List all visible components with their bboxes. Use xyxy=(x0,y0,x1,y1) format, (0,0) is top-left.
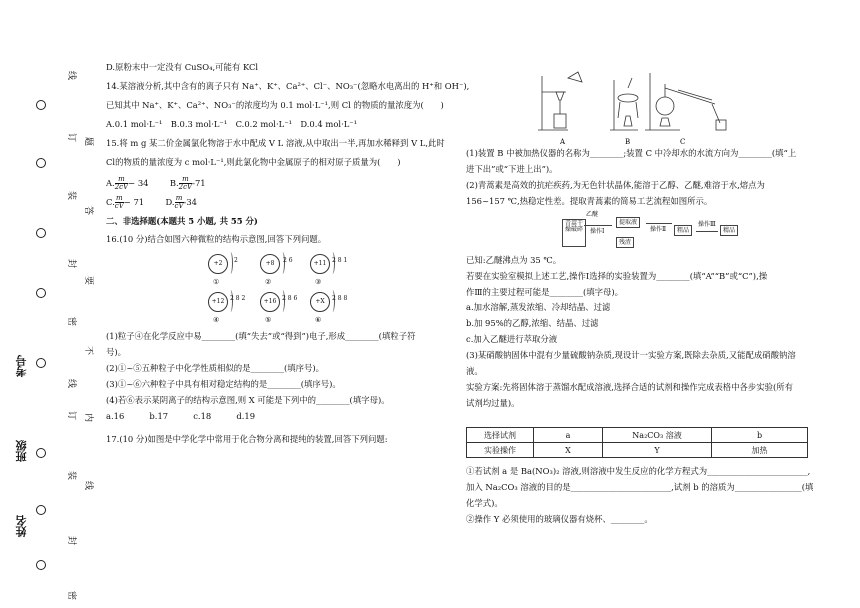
seal-char: 密 xyxy=(68,589,77,599)
flow-box-crude: 粗品 xyxy=(674,225,692,237)
binding-hole xyxy=(36,228,46,238)
binding-hole xyxy=(36,158,46,168)
apparatus-label: B xyxy=(625,138,631,146)
q15-stem-line2: Cl的物质的量浓度为 c mol·L⁻¹,则此氯化物中金属原子的相对原子质量为( ) xyxy=(106,156,401,167)
q15-options-cd: C. $\frac{m}{cV}$ − 71 D. $\frac{m}{cV}$ -34 xyxy=(106,193,198,210)
fraction: $\frac{m}{2cV}$ xyxy=(114,174,129,191)
q16-options: a.16 b.17 c.18 d.19 xyxy=(106,410,256,421)
flow-box-residue: 残渣 xyxy=(616,237,634,249)
q17-part2-line2: 156~157 ℃,热稳定性差。提取青蒿素的简易工艺流程如图所示。 xyxy=(466,195,713,206)
q16-part3: (3)①~⑥六种粒子中具有相对稳定结构的是________(填序号)。 xyxy=(106,379,341,390)
table-cell: X xyxy=(534,443,603,458)
exam-number-label: 考号 xyxy=(15,355,28,377)
q17-part3-line1: (3)某硝酸钠固体中混有少量硫酸钠杂质,现设计一实验方案,既除去杂质,又能配成硝酸钠溶 xyxy=(466,350,796,361)
q16-part1-line1: (1)粒子④在化学反应中易________(填“失去”或“得到”)电子,形成________(填粒子符 xyxy=(106,331,416,342)
flow-box-pure: 精品 xyxy=(720,225,738,237)
no-answer-char: 内 xyxy=(85,411,94,421)
atom-diagram: +12 2 8 2 ④ xyxy=(206,289,246,315)
table-row xyxy=(467,443,808,458)
q16-part1-line2: 号)。 xyxy=(106,347,127,358)
q17-part2-line1: (2)青蒿素是高效的抗疟疾药,为无色针状晶体,能溶于乙醇、乙醚,难溶于水,熔点为 xyxy=(466,179,765,190)
seal-char: 线 xyxy=(68,377,77,387)
table-cell: Y xyxy=(603,443,712,458)
seal-char: 密 xyxy=(68,315,77,325)
sub-question-1-line3: 化学式)。 xyxy=(466,497,503,508)
seal-char: 线 xyxy=(68,69,77,79)
q16-part2: (2)①~⑤五种粒子中化学性质相似的是________(填序号)。 xyxy=(106,363,325,374)
apparatus-label: A xyxy=(560,138,566,146)
apparatus-label: C xyxy=(680,138,686,146)
section-heading: 二、非选择题(本题共 5 小题, 共 55 分) xyxy=(106,215,258,226)
plan-line2: 试剂均过量)。 xyxy=(466,397,520,408)
left-column xyxy=(106,62,470,445)
q17-op-line1: 若要在实验室模拟上述工艺,操作Ⅰ选择的实验装置为________(填“A”“B”或“C”),操 xyxy=(466,270,768,281)
q15-stem-line1: 15.将 m g 某二价金属氯化物溶于水中配成 V L 溶液,从中取出一半,再加水稀释到 V L,此时 xyxy=(106,137,445,148)
binding-hole xyxy=(36,505,46,515)
flow-label-op2: 操作Ⅱ xyxy=(650,225,667,233)
seal-char: 装 xyxy=(68,469,77,479)
q17-op-line2: 作Ⅲ的主要过程可能是________(填字母)。 xyxy=(466,286,623,297)
q14-stem-line2: 已知其中 Na⁺、K⁺、Ca²⁺、NO₃⁻的浓度均为 0.1 mol·L⁻¹,则 Cl 的物质的量浓度为( ) xyxy=(106,99,444,110)
fraction: $\frac{m}{cV}$ xyxy=(114,193,124,210)
no-answer-char: 答 xyxy=(85,204,94,214)
binding-hole xyxy=(36,288,46,298)
q16-stem: 16.(10 分)结合如图六种微粒的结构示意图,回答下列问题。 xyxy=(106,234,327,245)
right-column xyxy=(466,148,806,409)
no-answer-char: 要 xyxy=(85,274,94,284)
sub-question-1-line2: 加入 Na₂CO₃ 溶液的目的是________________________,试剂 b 的溶质为________________(填 xyxy=(466,481,814,492)
atom-diagram: +8 2 6 ② xyxy=(258,251,298,277)
experiment-table xyxy=(466,427,808,458)
q16-part4: (4)若⑥表示某阴离子的结构示意图,则 X 可能是下列中的________(填字母)。 xyxy=(106,395,390,406)
q15-options-ab: A. $\frac{m}{2cV}$ − 34 B. $\frac{m}{2cV}$ -71 xyxy=(106,174,206,191)
seal-char: 订 xyxy=(68,409,77,419)
q14-options: A.0.1 mol·L⁻¹ B.0.3 mol·L⁻¹ C.0.2 mol·L⁻¹ D.0.4 mol·L⁻¹ xyxy=(106,118,358,129)
atom-diagram: +11 2 8 1 ③ xyxy=(308,251,348,277)
table-cell: 实验操作 xyxy=(467,443,534,458)
q13-option-d: D.原粉末中一定没有 CuSO₄,可能有 KCl xyxy=(106,62,259,72)
seal-char: 装 xyxy=(68,189,77,199)
apparatus-figure xyxy=(520,68,735,146)
q14-stem-line1: 14.某溶液分析,其中含有的离子只有 Na⁺、K⁺、Ca²⁺、Cl⁻、NO₃⁻(忽略水电离出的 H⁺和 OH⁻), xyxy=(106,80,470,91)
option-a: a.加水溶解,蒸发浓缩、冷却结晶、过滤 xyxy=(466,302,611,313)
q17-part1-line1: (1)装置 B 中被加热仪器的名称为________;装置 C 中冷却水的水流方向为________(填“上 xyxy=(466,148,797,158)
table-cell: b xyxy=(712,428,808,443)
flow-box-extract: 提取液 xyxy=(616,217,640,229)
atom-diagram: +16 2 8 6 ⑤ xyxy=(258,289,298,315)
process-flowchart xyxy=(466,211,806,253)
flow-box-raw: 青蒿干燥破碎 xyxy=(562,219,586,247)
table-cell: 选择试剂 xyxy=(467,428,534,443)
no-answer-char: 不 xyxy=(85,344,94,354)
seal-char: 封 xyxy=(68,257,77,267)
sub-question-1-line1: ①若试剂 a 是 Ba(NO₃)₂ 溶液,则溶液中发生反应的化学方程式为________________________, xyxy=(466,466,811,476)
q17-part3-line2: 液。 xyxy=(466,366,483,377)
fraction: $\frac{m}{2cV}$ xyxy=(178,174,193,191)
q17-stem: 17.(10 分)如图是中学化学中常用于化合物分离和提纯的装置,回答下列问题: xyxy=(106,433,388,444)
seal-char: 封 xyxy=(68,534,77,544)
binding-hole xyxy=(36,100,46,110)
binding-hole xyxy=(36,448,46,458)
plan-line1: 实验方案:先将固体溶于蒸馏水配成溶液,选择合适的试剂和操作完成表格中各步实验(所有 xyxy=(466,382,793,393)
seal-char: 订 xyxy=(68,131,77,141)
table-row xyxy=(467,428,808,443)
name-label: 姓名 xyxy=(15,515,28,537)
no-answer-char: 题 xyxy=(85,135,94,145)
flow-label-op1: 操作Ⅰ xyxy=(590,227,605,235)
right-column-bottom xyxy=(466,466,814,525)
known-info: 已知:乙醚沸点为 35 ℃。 xyxy=(466,254,562,265)
table-cell: 加热 xyxy=(712,443,808,458)
flow-label-ether: 乙醚 xyxy=(586,210,599,218)
binding-margin xyxy=(0,0,94,608)
no-answer-char: 线 xyxy=(85,479,94,489)
q17-part1-line2: 进下出”或“下进上出”)。 xyxy=(466,163,558,174)
class-label: 班级 xyxy=(15,440,28,462)
binding-hole xyxy=(36,560,46,570)
binding-hole xyxy=(36,358,46,368)
atom-diagram: +2 2 ① xyxy=(206,251,246,277)
fraction: $\frac{m}{cV}$ xyxy=(174,193,184,210)
option-c: c.加入乙醚进行萃取分液 xyxy=(466,334,558,345)
sub-question-2: ②操作 Y 必须使用的玻璃仪器有烧杯、________。 xyxy=(466,513,653,524)
table-cell: a xyxy=(534,428,603,443)
atom-diagram: +X 2 8 8 ⑥ xyxy=(308,289,348,315)
option-b: b.加 95%的乙醇,浓缩、结晶、过滤 xyxy=(466,318,599,329)
atom-structure-diagrams xyxy=(106,249,451,329)
table-cell: Na₂CO₃ 溶液 xyxy=(603,428,712,443)
flow-label-op3: 操作Ⅲ xyxy=(698,220,716,228)
